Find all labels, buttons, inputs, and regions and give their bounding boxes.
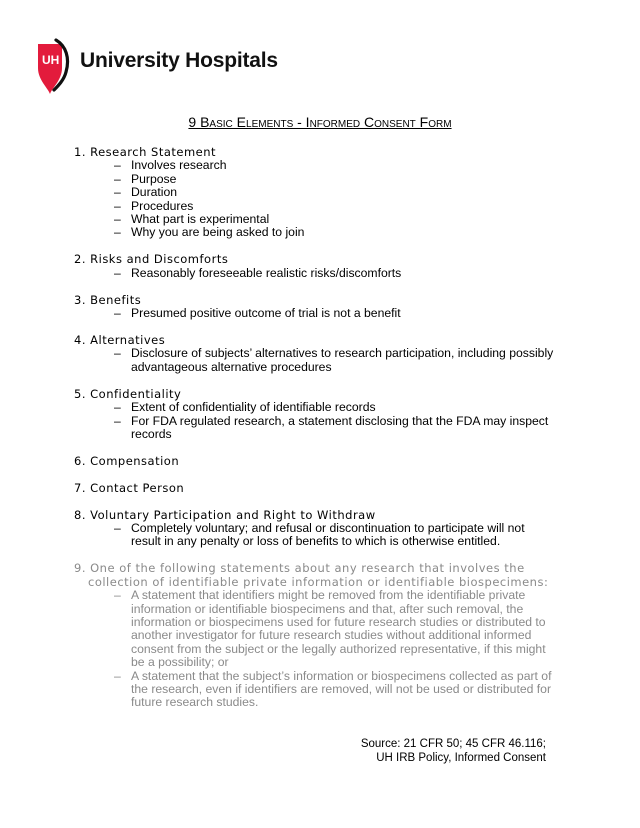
list-item xyxy=(74,213,554,226)
list-item xyxy=(74,186,554,199)
dash-bullet: – xyxy=(114,400,121,415)
item-text: For FDA regulated research, a statement disclosing that the FDA may inspect records xyxy=(131,413,549,441)
section-heading: 4. Alternatives xyxy=(74,332,166,347)
sub-item-list xyxy=(74,267,554,280)
item-text: Reasonably foreseeable realistic risks/discomforts xyxy=(131,265,402,280)
section-2 xyxy=(74,253,554,280)
item-text: Involves research xyxy=(131,158,227,173)
section-1 xyxy=(74,146,554,240)
item-text: A statement that identifiers might be removed from the identifiable private information or identifiable biospecimens and that, after such removal, the information or biospecimens used for future research studies or distributed to another investigator for future research studies without additional informed consent from the subject or the legally authorized representative, if this might be a possibility; or xyxy=(131,588,546,670)
list-item xyxy=(74,267,554,280)
dash-bullet: – xyxy=(114,346,121,361)
list-item xyxy=(74,159,554,172)
section-7 xyxy=(74,482,554,495)
item-text: Purpose xyxy=(131,171,177,186)
dash-bullet: – xyxy=(114,185,121,200)
list-item xyxy=(74,347,554,374)
section-heading: 3. Benefits xyxy=(74,292,142,307)
source-line-2: UH IRB Policy, Informed Consent xyxy=(376,751,546,764)
list-item xyxy=(74,401,554,414)
dash-bullet: – xyxy=(114,413,121,428)
section-heading: 1. Research Statement xyxy=(74,145,217,159)
item-text: Completely voluntary; and refusal or discontinuation to participate will not result in any penalty or loss of benefits to which is otherwise entitled. xyxy=(131,521,525,549)
sub-item-list xyxy=(74,159,554,239)
elements-list xyxy=(74,146,554,723)
item-text: Procedures xyxy=(131,198,194,213)
dash-bullet: – xyxy=(114,158,121,173)
section-3 xyxy=(74,294,554,321)
list-item xyxy=(74,415,554,442)
dash-bullet: – xyxy=(114,171,121,186)
item-text: Duration xyxy=(131,185,178,200)
item-text: What part is experimental xyxy=(131,212,270,227)
section-4 xyxy=(74,334,554,374)
item-text: A statement that the subject’s information or biospecimens collected as part of the research, even if identifiers are removed, will not be used or distributed for future research studies. xyxy=(131,668,552,710)
uh-shield-icon xyxy=(36,38,78,96)
dash-bullet: – xyxy=(114,265,121,280)
page-title: 9 Basic Elements - Informed Consent Form xyxy=(188,114,452,130)
section-5 xyxy=(74,388,554,442)
list-item xyxy=(74,226,554,239)
sub-item-list xyxy=(74,522,554,549)
sub-item-list xyxy=(74,307,554,320)
list-item xyxy=(74,589,554,669)
section-heading: 8. Voluntary Participation and Right to Withdraw xyxy=(74,507,376,522)
section-8 xyxy=(74,509,554,549)
dash-bullet: – xyxy=(114,668,121,683)
list-item xyxy=(74,200,554,213)
sub-item-list xyxy=(74,589,554,710)
section-heading: 7. Contact Person xyxy=(74,480,185,495)
sub-item-list xyxy=(74,347,554,374)
section-heading: 2. Risks and Discomforts xyxy=(74,252,229,267)
list-item xyxy=(74,307,554,320)
dash-bullet: – xyxy=(114,521,121,536)
sub-item-list xyxy=(74,401,554,441)
logo-text: University Hospitals xyxy=(80,49,278,72)
source-line-1: Source: 21 CFR 50; 45 CFR 46.116; xyxy=(360,738,546,750)
item-text: Disclosure of subjects’ alternatives to research participation, including possibly advantageous alternative procedures xyxy=(131,346,554,374)
item-text: Extent of confidentiality of identifiable records xyxy=(131,400,376,415)
section-9 xyxy=(74,562,554,709)
dash-bullet: – xyxy=(114,212,121,227)
dash-bullet: – xyxy=(114,306,121,321)
dash-bullet: – xyxy=(114,225,121,240)
list-item xyxy=(74,670,554,710)
uh-badge-text: UH xyxy=(42,53,60,67)
university-hospitals-logo xyxy=(36,38,278,98)
item-text: Why you are being asked to join xyxy=(131,225,305,240)
list-item xyxy=(74,522,554,549)
list-item xyxy=(74,173,554,186)
source-citation xyxy=(361,738,546,765)
section-heading: 6. Compensation xyxy=(74,453,180,468)
item-text: Presumed positive outcome of trial is not a benefit xyxy=(131,306,401,321)
dash-bullet: – xyxy=(114,198,121,213)
section-heading: 5. Confidentiality xyxy=(74,386,182,401)
dash-bullet: – xyxy=(114,588,121,603)
section-heading: 9. One of the following statements about any research that involves the collection of identifiable private information or identifiable biospecimens: xyxy=(74,561,549,589)
section-6 xyxy=(74,455,554,468)
